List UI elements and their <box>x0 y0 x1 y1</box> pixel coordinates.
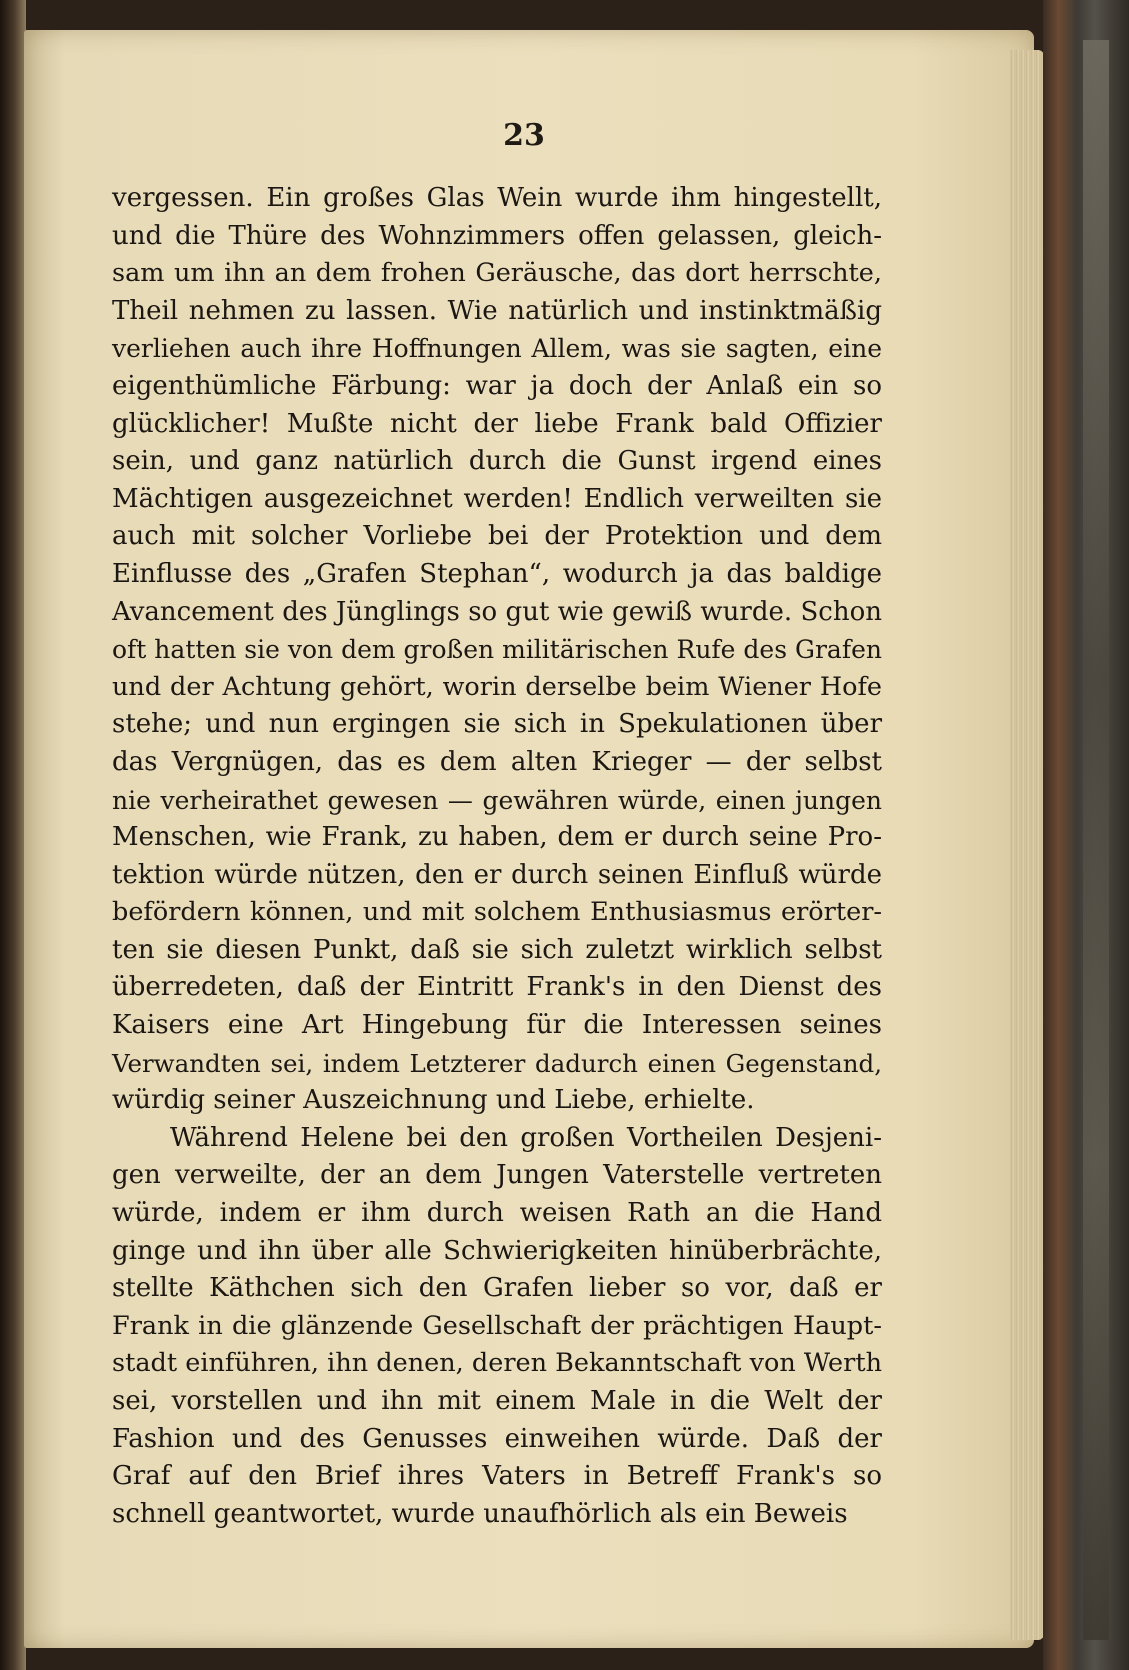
text-line: Avancement des Jünglings so gut wie gewiß wurde. Schon <box>112 596 882 627</box>
text-line: Frank in die glänzende Gesellschaft der prächtigen Haupt- <box>112 1310 882 1341</box>
text-line: ginge und ihn über alle Schwierigkeiten hinüberbrächte, <box>112 1235 882 1266</box>
paragraph-start-line: Während Helene bei den großen Vortheilen Desjeni- <box>170 1122 882 1153</box>
text-line: gen verweilte, der an dem Jungen Vaterstelle vertreten <box>112 1160 882 1191</box>
text-line: und die Thüre des Wohnzimmers offen gelassen, gleich- <box>112 220 882 251</box>
text-line: ten sie diesen Punkt, daß sie sich zuletzt wirklich selbst <box>112 934 882 965</box>
text-line: stadt einführen, ihn denen, deren Bekanntschaft von Werth <box>112 1348 882 1379</box>
text-line: Graf auf den Brief ihres Vaters in Betreff Frank's so <box>112 1461 882 1492</box>
text-line: befördern können, und mit solchem Enthusiasmus erörter- <box>112 897 882 928</box>
text-line: Kaisers eine Art Hingebung für die Interessen seines <box>112 1010 882 1041</box>
text-line: stellte Käthchen sich den Grafen lieber so vor, daß er <box>112 1273 882 1304</box>
text-line: eigenthümliche Färbung: war ja doch der Anlaß ein so <box>112 370 882 401</box>
text-line: Menschen, wie Frank, zu haben, dem er durch seine Pro- <box>112 822 882 853</box>
text-line: schnell geantwortet, wurde unaufhörlich als ein Beweis <box>112 1498 848 1529</box>
text-line: verliehen auch ihre Hoffnungen Allem, was sie sagten, eine <box>112 334 882 364</box>
text-line: Einflusse des „Grafen Stephan“, wodurch ja das baldige <box>112 558 882 589</box>
text-line: das Vergnügen, das es dem alten Krieger — der selbst <box>112 746 882 777</box>
text-line: glücklicher! Mußte nicht der liebe Frank bald Offizier <box>112 408 882 439</box>
text-line: sein, und ganz natürlich durch die Gunst irgend eines <box>112 446 882 477</box>
text-line: auch mit solcher Vorliebe bei der Protektion und dem <box>112 521 882 552</box>
text-line: sei, vorstellen und ihn mit einem Male in die Welt der <box>112 1386 882 1416</box>
book-gutter <box>0 0 26 1670</box>
text-line: nie verheirathet gewesen — gewähren würde, einen jungen <box>112 785 882 815</box>
text-line: überredeten, daß der Eintritt Frank's in den Dienst des <box>112 972 882 1003</box>
book-cover-edge <box>1043 0 1129 1670</box>
text-line: Mächtigen ausgezeichnet werden! Endlich verweilten sie <box>112 483 882 514</box>
page-number: 23 <box>503 118 545 153</box>
text-line: oft hatten sie von dem großen militärischen Rufe des Grafen <box>112 635 882 665</box>
text-line: würde, indem er ihm durch weisen Rath an die Hand <box>112 1198 882 1229</box>
text-line: Theil nehmen zu lassen. Wie natürlich und instinktmäßig <box>112 295 882 326</box>
text-line: stehe; und nun ergingen sie sich in Spekulationen über <box>112 709 882 740</box>
page-body-text <box>112 180 882 1533</box>
text-line: Fashion und des Genusses einweihen würde. Daß der <box>112 1423 882 1454</box>
text-line: und der Achtung gehört, worin derselbe beim Wiener Hofe <box>112 671 882 702</box>
page-sheet <box>24 30 1034 1648</box>
page-block-edges <box>1010 50 1044 1640</box>
text-line: Verwandten sei, indem Letzterer dadurch einen Gegenstand, <box>112 1048 882 1078</box>
text-line: vergessen. Ein großes Glas Wein wurde ihm hingestellt, <box>112 183 882 213</box>
text-line: tektion würde nützen, den er durch seinen Einfluß würde <box>112 859 882 890</box>
cover-board-strip <box>1083 40 1109 1640</box>
text-line: sam um ihn an dem frohen Geräusche, das dort herrschte, <box>112 258 882 289</box>
paragraph-end-line: würdig seiner Auszeichnung und Liebe, erhielte. <box>112 1085 755 1116</box>
